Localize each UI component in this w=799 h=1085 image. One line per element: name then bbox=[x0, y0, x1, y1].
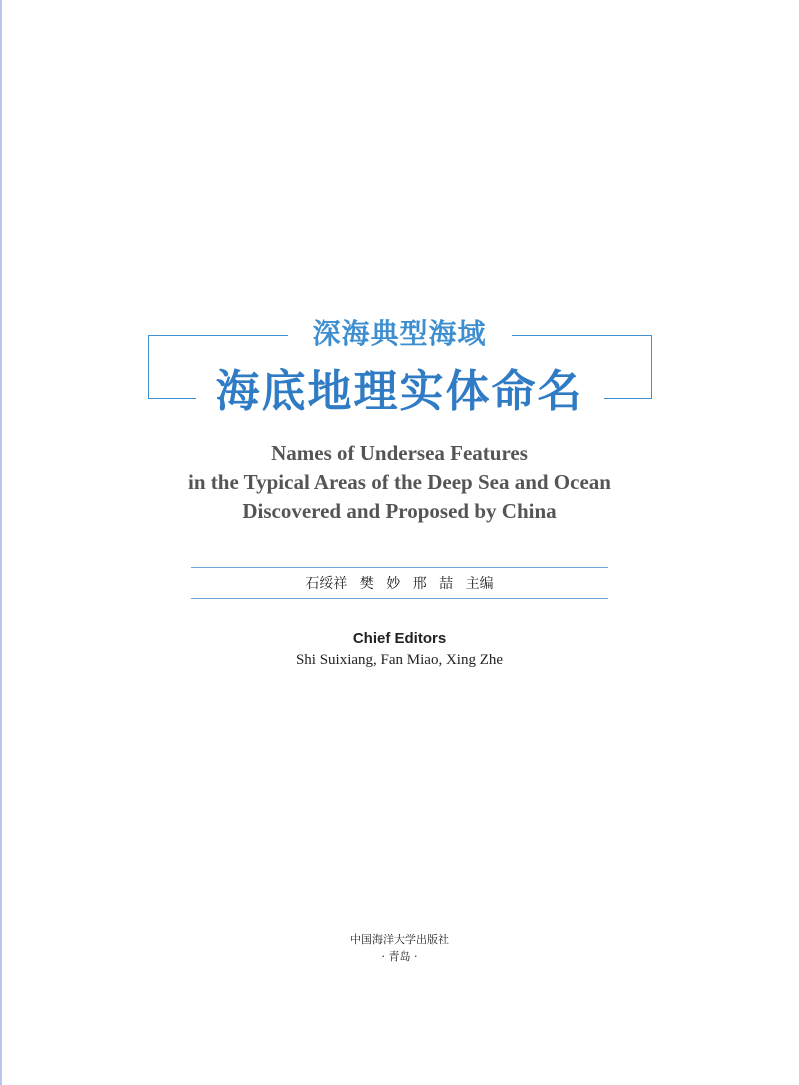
chief-editors-label: Chief Editors bbox=[352, 630, 447, 647]
chief-editors-names: Shi Suixiang, Fan Miao, Xing Zhe bbox=[295, 652, 504, 668]
page-edge bbox=[0, 0, 2, 1085]
rule-top bbox=[191, 567, 608, 568]
publisher-name: 中国海洋大学出版社 bbox=[350, 933, 449, 946]
title-en-line-2: in the Typical Areas of the Deep Sea and Ocean bbox=[188, 470, 611, 494]
title-en-line-3: Discovered and Proposed by China bbox=[242, 499, 557, 523]
title-en bbox=[0, 439, 799, 526]
rule-bottom bbox=[191, 598, 608, 599]
title-en-line-1: Names of Undersea Features bbox=[271, 441, 528, 465]
subtitle-cn: 深海典型海域 bbox=[312, 317, 487, 350]
publisher-city: · 青岛 · bbox=[381, 950, 418, 963]
editors-cn: 石绥祥 樊 妙 邢 喆 主编 bbox=[305, 576, 494, 592]
title-cn: 海底地理实体命名 bbox=[215, 366, 584, 417]
